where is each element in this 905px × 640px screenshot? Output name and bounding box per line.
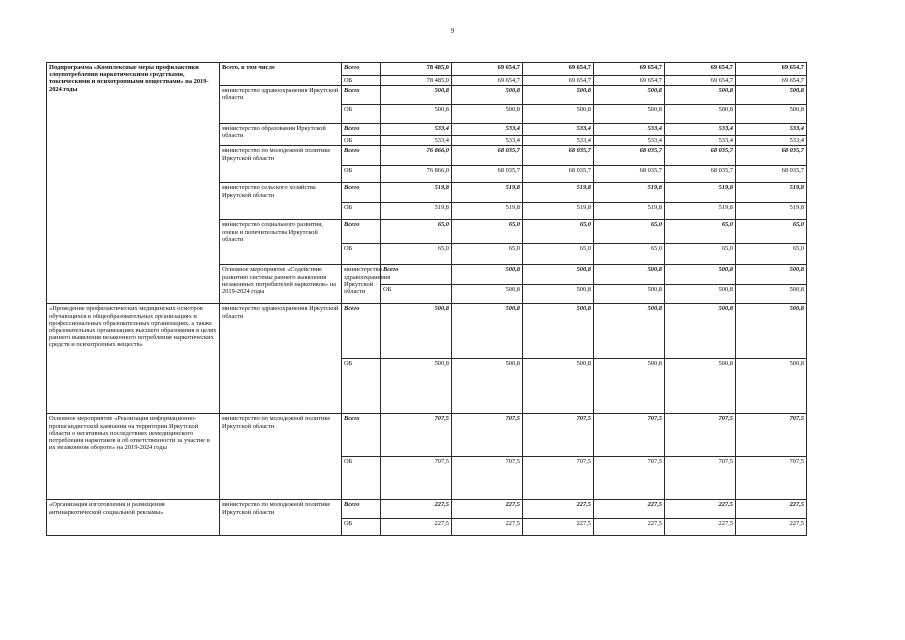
amount-cell: 500,8	[736, 105, 807, 124]
amount-cell: 65,0	[736, 244, 807, 265]
amount-cell: 500,8	[665, 86, 736, 105]
amount-cell: 707,5	[736, 457, 807, 500]
amount-cell: 533,4	[381, 124, 452, 136]
amount-cell: 500,8	[452, 359, 523, 414]
amount-cell: 500,8	[665, 265, 736, 285]
amount-cell: 500,8	[665, 105, 736, 124]
amount-cell: 68 035,7	[736, 146, 807, 166]
amount-cell: 533,4	[452, 136, 523, 146]
amount-cell: 533,4	[665, 124, 736, 136]
amount-cell: 65,0	[523, 220, 594, 244]
amount-cell: 519,8	[594, 203, 665, 220]
amount-cell: 533,4	[736, 124, 807, 136]
amount-cell: 65,0	[594, 220, 665, 244]
amount-cell: 519,8	[381, 203, 452, 220]
amount-cell: 65,0	[381, 220, 452, 244]
amount-cell: 65,0	[452, 244, 523, 265]
amount-cell: 227,5	[381, 500, 452, 519]
amount-cell: 227,5	[594, 519, 665, 536]
executor-cell: министерство здравоохранения Иркутской области	[220, 304, 342, 414]
amount-cell: 69 654,7	[523, 76, 594, 86]
amount-cell: 533,4	[452, 124, 523, 136]
executor-cell: министерство социального развития, опеки и попечительства Иркутской области	[220, 220, 342, 265]
amount-cell: 78 485,0	[381, 63, 452, 76]
amount-cell: 500,8	[665, 359, 736, 414]
table-row	[47, 304, 807, 359]
amount-cell: 707,5	[594, 457, 665, 500]
amount-cell: 707,5	[523, 414, 594, 457]
amount-cell: 69 654,7	[594, 76, 665, 86]
funding-source-cell: Всего	[342, 220, 381, 244]
funding-source-cell: Всего	[342, 146, 381, 166]
funding-source-cell: Всего	[342, 86, 381, 105]
amount-cell: 227,5	[736, 519, 807, 536]
measure-name-cell: «Организация изготовления и размещения антинаркотической социальной рекламы»	[47, 500, 220, 536]
funding-source-cell: ОБ	[342, 166, 381, 183]
funding-source-cell: Всего	[342, 304, 381, 359]
amount-cell: 76 866,0	[381, 146, 452, 166]
amount-cell: 707,5	[452, 457, 523, 500]
amount-cell: 519,8	[381, 183, 452, 203]
amount-cell: 68 035,7	[736, 166, 807, 183]
amount-cell: 707,5	[381, 457, 452, 500]
amount-cell: 500,8	[452, 285, 523, 304]
amount-cell: 69 654,7	[736, 76, 807, 86]
amount-cell: 65,0	[452, 220, 523, 244]
amount-cell: 533,4	[594, 124, 665, 136]
amount-cell: 707,5	[665, 414, 736, 457]
amount-cell: 68 035,7	[523, 146, 594, 166]
amount-cell: 68 035,7	[665, 146, 736, 166]
measure-name-cell: Подпрограмма «Комплексные меры профилактики злоупотребления наркотическими средствами, токсическими и психотропными веществами» на 2019-2024 годы	[47, 63, 220, 304]
amount-cell: 707,5	[381, 414, 452, 457]
amount-cell: 500,8	[523, 105, 594, 124]
amount-cell: 533,4	[736, 136, 807, 146]
amount-cell: 227,5	[665, 500, 736, 519]
amount-cell: 500,8	[452, 105, 523, 124]
amount-cell: 500,8	[736, 86, 807, 105]
amount-cell: 500,8	[523, 285, 594, 304]
executor-cell: министерство по молодежной политике Иркутской области	[220, 500, 342, 536]
funding-source-cell: ОБ	[342, 136, 381, 146]
amount-cell: 500,8	[594, 86, 665, 105]
amount-cell: 500,8	[736, 304, 807, 359]
amount-cell: 68 035,7	[452, 146, 523, 166]
executor-cell: Всего, в том числе	[220, 63, 342, 86]
amount-cell: 707,5	[452, 414, 523, 457]
amount-cell: 519,8	[523, 183, 594, 203]
executor-cell: министерство образования Иркутской области	[220, 124, 342, 146]
executor-cell: министерство здравоохранения Иркутской области	[220, 86, 342, 124]
table-row	[47, 414, 807, 457]
amount-cell: 65,0	[523, 244, 594, 265]
funding-source-cell: Всего	[342, 63, 381, 76]
funding-source-cell: Всего	[342, 414, 381, 457]
amount-cell: 707,5	[523, 457, 594, 500]
funding-source-cell: Всего	[342, 500, 381, 519]
amount-cell: 227,5	[523, 500, 594, 519]
amount-cell: 500,8	[523, 359, 594, 414]
amount-cell: 227,5	[665, 519, 736, 536]
funding-source-cell: ОБ	[342, 244, 381, 265]
executor-cell: министерство здравоохранения Иркутской области	[342, 265, 381, 304]
amount-cell: 500,8	[452, 304, 523, 359]
funding-source-cell: ОБ	[342, 519, 381, 536]
amount-cell: 707,5	[665, 457, 736, 500]
measure-name-cell: Основное мероприятие «Содействие развитию системы раннего выявления незаконных потребителей наркотиков» на 2019-2024 годы	[220, 265, 342, 304]
funding-source-cell: ОБ	[342, 105, 381, 124]
financing-table	[46, 62, 807, 536]
amount-cell: 68 035,7	[594, 146, 665, 166]
amount-cell: 533,4	[594, 136, 665, 146]
table-row	[47, 63, 807, 76]
amount-cell: 500,8	[594, 265, 665, 285]
amount-cell: 65,0	[736, 220, 807, 244]
amount-cell: 533,4	[381, 136, 452, 146]
amount-cell: 227,5	[523, 519, 594, 536]
amount-cell: 78 485,0	[381, 76, 452, 86]
amount-cell: 500,8	[523, 304, 594, 359]
amount-cell: 500,8	[736, 285, 807, 304]
amount-cell: 519,8	[452, 183, 523, 203]
amount-cell: 500,8	[452, 86, 523, 105]
amount-cell: 500,8	[381, 304, 452, 359]
amount-cell: 519,8	[665, 183, 736, 203]
amount-cell: 68 035,7	[594, 166, 665, 183]
page-number: 9	[450, 27, 455, 35]
amount-cell: 500,8	[594, 105, 665, 124]
amount-cell: 519,8	[665, 203, 736, 220]
amount-cell: 519,8	[594, 183, 665, 203]
amount-cell: 65,0	[665, 244, 736, 265]
amount-cell: 65,0	[594, 244, 665, 265]
amount-cell: 68 035,7	[452, 166, 523, 183]
amount-cell: 69 654,7	[665, 76, 736, 86]
measure-name-cell: Основное мероприятие «Реализация информационно-пропагандистской кампании на территории Иркутской области о негативных последствиях немедицинского потребления наркотиков и об ответственности за участие в их незаконном обороте» на 2019-2024 годы	[47, 414, 220, 500]
funding-source-cell: Всего	[342, 183, 381, 203]
amount-cell: 533,4	[523, 136, 594, 146]
amount-cell: 500,8	[381, 86, 452, 105]
amount-cell: 65,0	[381, 244, 452, 265]
amount-cell: 500,8	[452, 265, 523, 285]
amount-cell: 519,8	[736, 203, 807, 220]
amount-cell: 76 866,0	[381, 166, 452, 183]
executor-cell: министерство по молодежной политике Иркутской области	[220, 414, 342, 500]
amount-cell: 69 654,7	[523, 63, 594, 76]
table-row	[47, 500, 807, 519]
amount-cell: 227,5	[452, 519, 523, 536]
amount-cell: 533,4	[523, 124, 594, 136]
amount-cell: 500,8	[594, 359, 665, 414]
funding-source-cell: ОБ	[381, 285, 452, 304]
funding-source-cell: Всего	[381, 265, 452, 285]
amount-cell: 69 654,7	[665, 63, 736, 76]
amount-cell: 707,5	[594, 414, 665, 457]
amount-cell: 68 035,7	[665, 166, 736, 183]
amount-cell: 69 654,7	[452, 76, 523, 86]
amount-cell: 519,8	[452, 203, 523, 220]
amount-cell: 227,5	[736, 500, 807, 519]
funding-source-cell: ОБ	[342, 76, 381, 86]
amount-cell: 227,5	[594, 500, 665, 519]
amount-cell: 500,8	[665, 285, 736, 304]
amount-cell: 500,8	[594, 285, 665, 304]
amount-cell: 65,0	[665, 220, 736, 244]
amount-cell: 69 654,7	[452, 63, 523, 76]
amount-cell: 533,4	[665, 136, 736, 146]
amount-cell: 69 654,7	[594, 63, 665, 76]
amount-cell: 500,8	[523, 265, 594, 285]
amount-cell: 500,8	[381, 105, 452, 124]
amount-cell: 69 654,7	[736, 63, 807, 76]
amount-cell: 227,5	[452, 500, 523, 519]
amount-cell: 227,5	[381, 519, 452, 536]
measure-name-cell: «Проведение профилактических медицинских осмотров обучающихся в общеобразовательных организациях и профессиональных образовательных организациях, а также образовательных организациях высшего образования в целях раннего выявления незаконного потребления наркотических средств и психотропных веществ»	[47, 304, 220, 414]
amount-cell: 500,8	[736, 265, 807, 285]
funding-source-cell: ОБ	[342, 359, 381, 414]
funding-source-cell: ОБ	[342, 457, 381, 500]
funding-source-cell: Всего	[342, 124, 381, 136]
funding-source-cell: ОБ	[342, 203, 381, 220]
amount-cell: 500,8	[594, 304, 665, 359]
executor-cell: министерство сельского хозяйства Иркутской области	[220, 183, 342, 220]
amount-cell: 707,5	[736, 414, 807, 457]
amount-cell: 500,8	[523, 86, 594, 105]
amount-cell: 519,8	[523, 203, 594, 220]
executor-cell: министерство по молодежной политике Иркутской области	[220, 146, 342, 183]
amount-cell: 500,8	[665, 304, 736, 359]
amount-cell: 68 035,7	[523, 166, 594, 183]
amount-cell: 500,8	[736, 359, 807, 414]
amount-cell: 519,8	[736, 183, 807, 203]
amount-cell: 500,8	[381, 359, 452, 414]
